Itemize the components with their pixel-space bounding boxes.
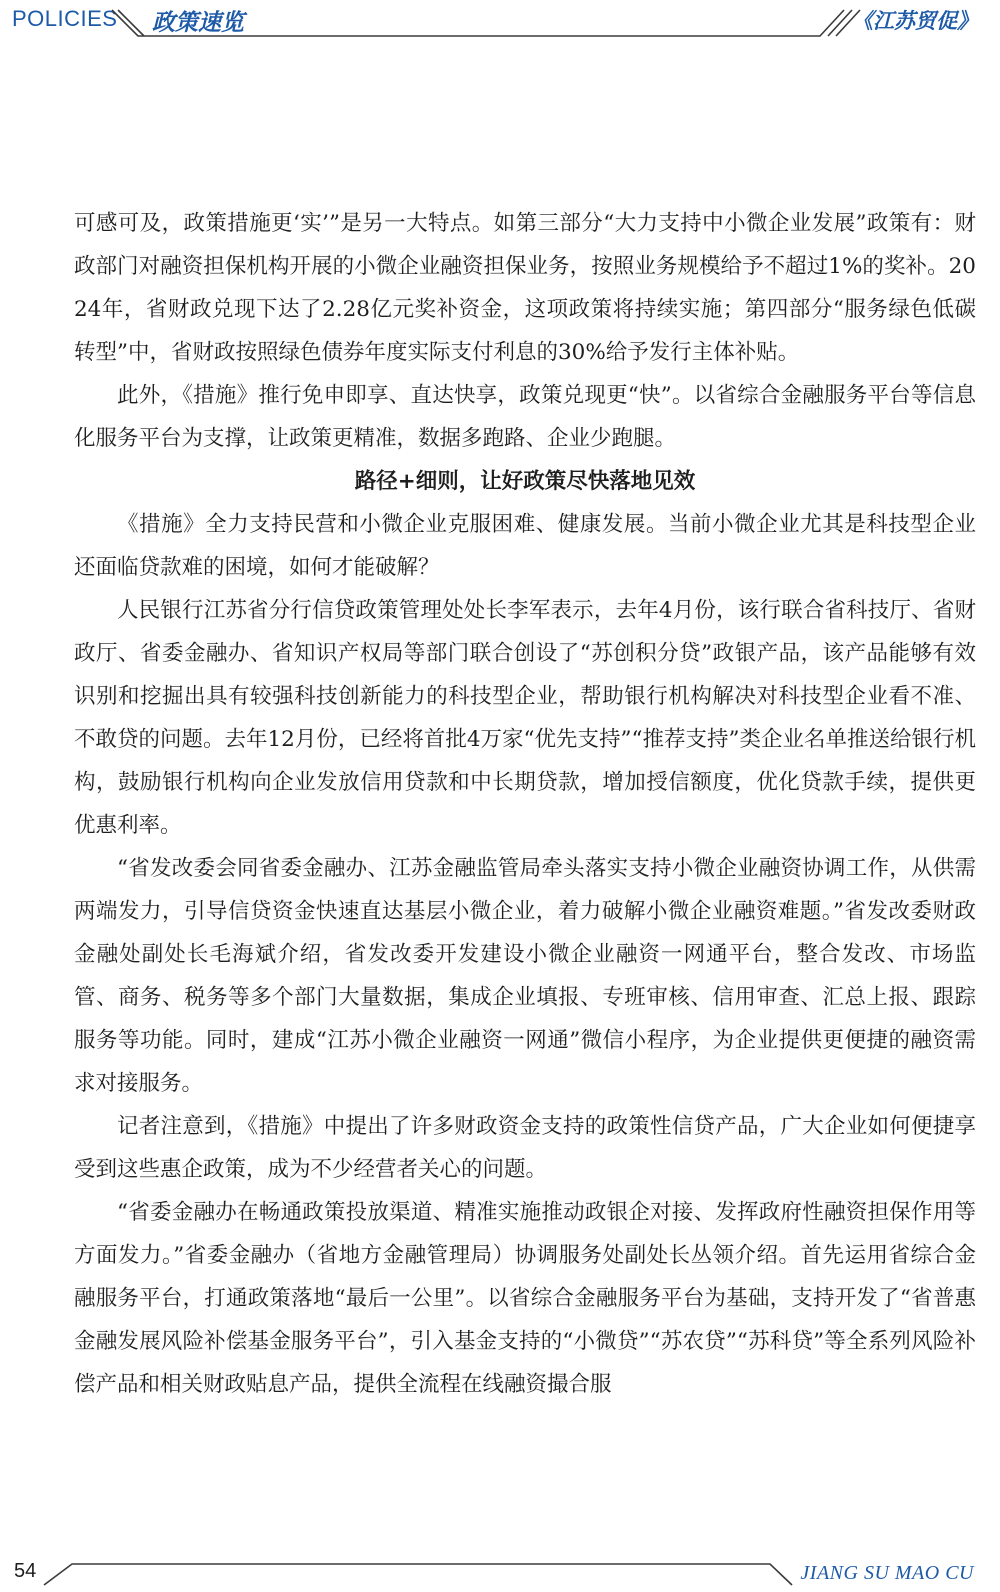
magazine-title: 《江苏贸促》 <box>852 8 978 33</box>
header-rule <box>112 10 860 36</box>
paragraph: 可感可及，政策措施更‘实’”是另一大特点。如第三部分“大力支持中小微企业发展”政策有：财政部门对融资担保机构开展的小微企业融资担保业务，按照业务规模给予不超过1%的奖补。2024年，省财政兑现下达了2.28亿元奖补资金，这项政策将持续实施；第四部分“服务绿色低碳转型”中，省财政按照绿色债券年度实际支付利息的30%给予发行主体补贴。 <box>74 211 976 365</box>
paragraph: 此外，《措施》推行免申即享、直达快享，政策兑现更“快”。以省综合金融服务平台等信息化服务平台为支撑，让政策更精准，数据多跑路、企业少跑腿。 <box>74 383 976 451</box>
paragraph: “省发改委会同省委金融办、江苏金融监管局牵头落实支持小微企业融资协调工作，从供需两端发力，引导信贷资金快速直达基层小微企业，着力破解小微企业融资难题。”省发改委财政金融处副处长毛海斌介绍，省发改委开发建设小微企业融资一网通平台，整合发改、市场监管、商务、税务等多个部门大量数据，集成企业填报、专班审核、信用审查、汇总上报、跟踪服务等功能。同时，建成“江苏小微企业融资一网通”微信小程序，为企业提供更便捷的融资需求对接服务。 <box>74 856 976 1096</box>
section-label: POLICIES <box>12 6 118 31</box>
column-title: 政策速览 <box>152 9 244 36</box>
paragraph: 人民银行江苏省分行信贷政策管理处处长李军表示，去年4月份，该行联合省科技厅、省财政厅、省委金融办、省知识产权局等部门联合创设了“苏创积分贷”政银产品，该产品能够有效识别和挖掘出具有较强科技创新能力的科技型企业，帮助银行机构解决对科技型企业看不准、不敢贷的问题。去年12月份，已经将首批4万家“优先支持”“推荐支持”类企业名单推送给银行机构，鼓励银行机构向企业发放信用贷款和中长期贷款，增加授信额度，优化贷款手续，提供更优惠利率。 <box>74 598 977 838</box>
subheading: 路径+细则，让好政策尽快落地见效 <box>354 469 696 494</box>
paragraph: 《措施》全力支持民营和小微企业克服困难、健康发展。当前小微企业尤其是科技型企业还面临贷款难的困境，如何才能破解？ <box>74 512 976 580</box>
article-body <box>74 202 976 1406</box>
footer-rule <box>44 1564 792 1585</box>
page-number: 54 <box>14 1560 37 1582</box>
paragraph: 记者注意到，《措施》中提出了许多财政资金支持的政策性信贷产品，广大企业如何便捷享受到这些惠企政策，成为不少经营者关心的问题。 <box>74 1114 976 1182</box>
paragraph: “省委金融办在畅通政策投放渠道、精准实施推动政银企对接、发挥政府性融资担保作用等方面发力。”省委金融办（省地方金融管理局）协调服务处副处长丛领介绍。首先运用省综合金融服务平台，打通政策落地“最后一公里”。以省综合金融服务平台为基础，支持开发了“省普惠金融发展风险补偿基金服务平台”，引入基金支持的“小微贷”“苏农贷”“苏科贷”等全系列风险补偿产品和相关财政贴息产品，提供全流程在线融资撮合服 <box>74 1200 976 1397</box>
footer-magazine-title: JIANG SU MAO CU <box>800 1562 974 1584</box>
